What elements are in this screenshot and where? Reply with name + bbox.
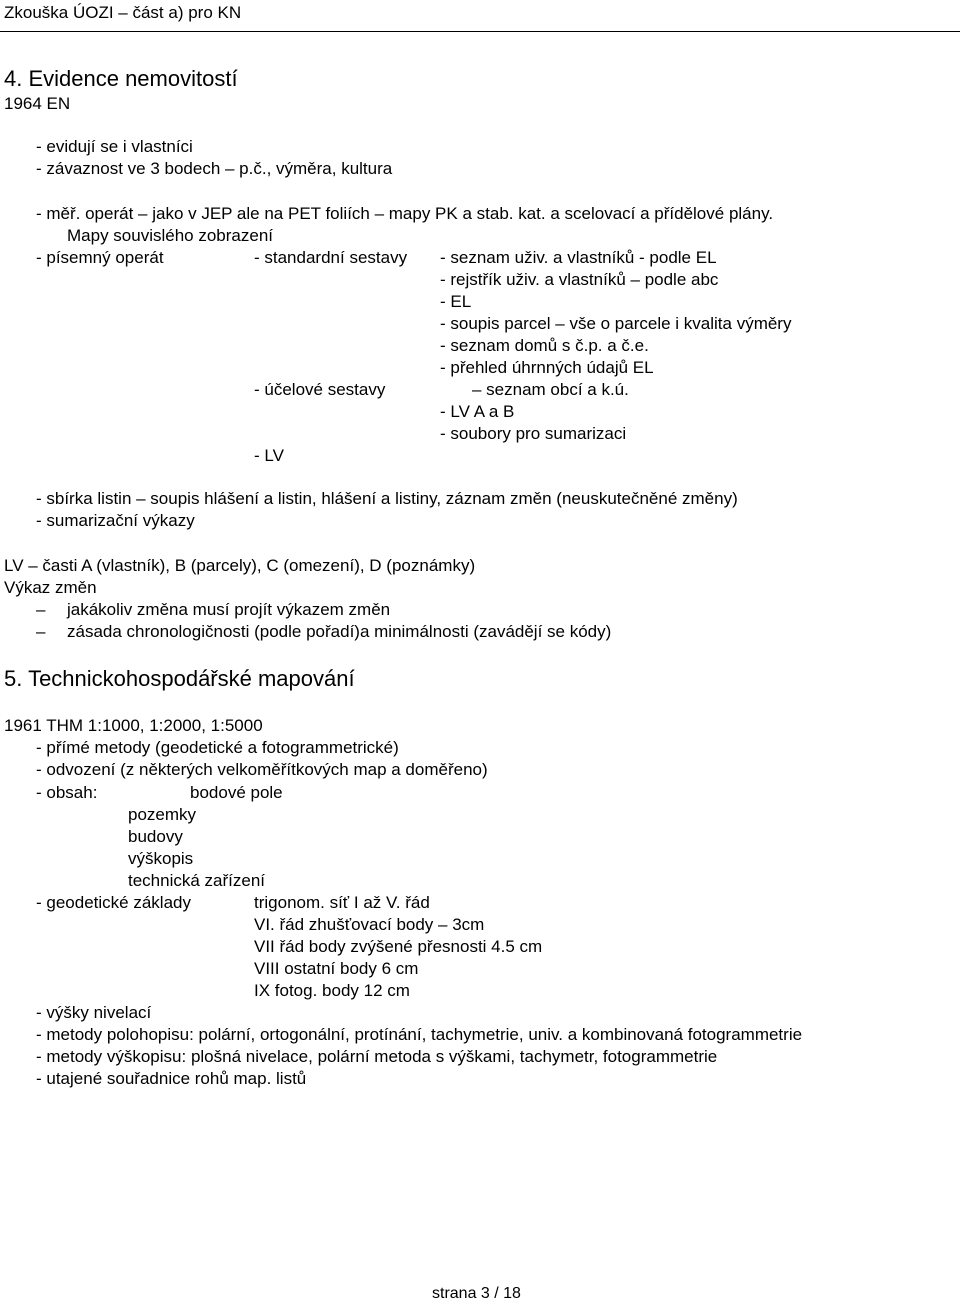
dash-marker: – [36, 600, 46, 619]
list-item: jakákoliv změna musí projít výkazem změn [67, 600, 391, 619]
obsah-item: budovy [128, 827, 183, 846]
standard-item: - přehled úhrnných údajů EL [440, 358, 654, 377]
standard-item: - seznam uživ. a vlastníků - podle EL [440, 248, 717, 267]
header-divider [0, 31, 960, 32]
section-4-title: 4. Evidence nemovitostí [4, 66, 238, 91]
list-item: - sumarizační výkazy [36, 511, 195, 530]
ucelove-item: – seznam obcí a k.ú. [472, 380, 629, 399]
section-5-title: 5. Technickohospodářské mapování [4, 666, 355, 691]
obsah-item: pozemky [128, 805, 197, 824]
list-item: - metody polohopisu: polární, ortogonální, protínání, tachymetrie, univ. a kombinovaná fotogrammetrie [36, 1025, 803, 1044]
page-header [0, 0, 960, 34]
header-title: Zkouška ÚOZI – část a) pro KN [4, 3, 242, 22]
obsah-item: bodové pole [190, 783, 283, 802]
vykaz-zmen-heading: Výkaz změn [4, 578, 97, 597]
geod-item: VI. řád zhušťovací body – 3cm [254, 915, 485, 934]
pisemny-operat-label: - písemný operát [36, 248, 164, 267]
standard-item: - EL [440, 292, 472, 311]
obsah-item: výškopis [128, 849, 194, 868]
lv-parts: LV – časti A (vlastník), B (parcely), C (omezení), D (poznámky) [4, 556, 476, 575]
geod-item: trigonom. síť I až V. řád [254, 893, 430, 912]
section-4-year: 1964 EN [4, 94, 71, 113]
lv-label: - LV [254, 446, 284, 465]
list-item: - metody výškopisu: plošná nivelace, polární metoda s výškami, tachymetr, fotogrammetrie [36, 1047, 718, 1066]
list-item: - závaznost ve 3 bodech – p.č., výměra, kultura [36, 159, 393, 178]
list-item: - utajené souřadnice rohů map. listů [36, 1069, 307, 1088]
page-number: strana 3 / 18 [432, 1285, 521, 1302]
geod-item: IX fotog. body 12 cm [254, 981, 410, 1000]
geodeticke-zaklady-label: - geodetické základy [36, 893, 191, 912]
list-item: zásada chronologičnosti (podle pořadí)a minimálnosti (zavádějí se kódy) [67, 622, 612, 641]
ucelove-item: - LV A a B [440, 402, 515, 421]
standard-item: - rejstřík uživ. a vlastníků – podle abc [440, 270, 719, 289]
dash-marker: – [36, 622, 46, 641]
list-item: - odvození (z některých velkoměřítkových map a doměřeno) [36, 760, 488, 779]
list-item: - přímé metody (geodetické a fotogrammetrické) [36, 738, 399, 757]
obsah-item: technická zařízení [128, 871, 266, 890]
list-item: - měř. operát – jako v JEP ale na PET foliích – mapy PK a stab. kat. a scelovací a přídělové plány. [36, 204, 774, 223]
list-item: - evidují se i vlastníci [36, 137, 193, 156]
standard-sestavy-label: - standardní sestavy [254, 248, 408, 267]
section-5-year: 1961 THM 1:1000, 1:2000, 1:5000 [4, 716, 263, 735]
obsah-label: - obsah: [36, 783, 98, 802]
list-item: - výšky nivelací [36, 1003, 152, 1022]
list-item: - sbírka listin – soupis hlášení a listin, hlášení a listiny, záznam změn (neuskutečněné změny) [36, 489, 738, 508]
ucelove-item: - soubory pro sumarizaci [440, 424, 627, 443]
standard-item: - soupis parcel – vše o parcele i kvalita výměry [440, 314, 792, 333]
ucelove-sestavy-label: - účelové sestavy [254, 380, 386, 399]
list-item: Mapy souvislého zobrazení [67, 226, 274, 245]
geod-item: VIII ostatní body 6 cm [254, 959, 419, 978]
standard-item: - seznam domů s č.p. a č.e. [440, 336, 649, 355]
geod-item: VII řád body zvýšené přesnosti 4.5 cm [254, 937, 543, 956]
